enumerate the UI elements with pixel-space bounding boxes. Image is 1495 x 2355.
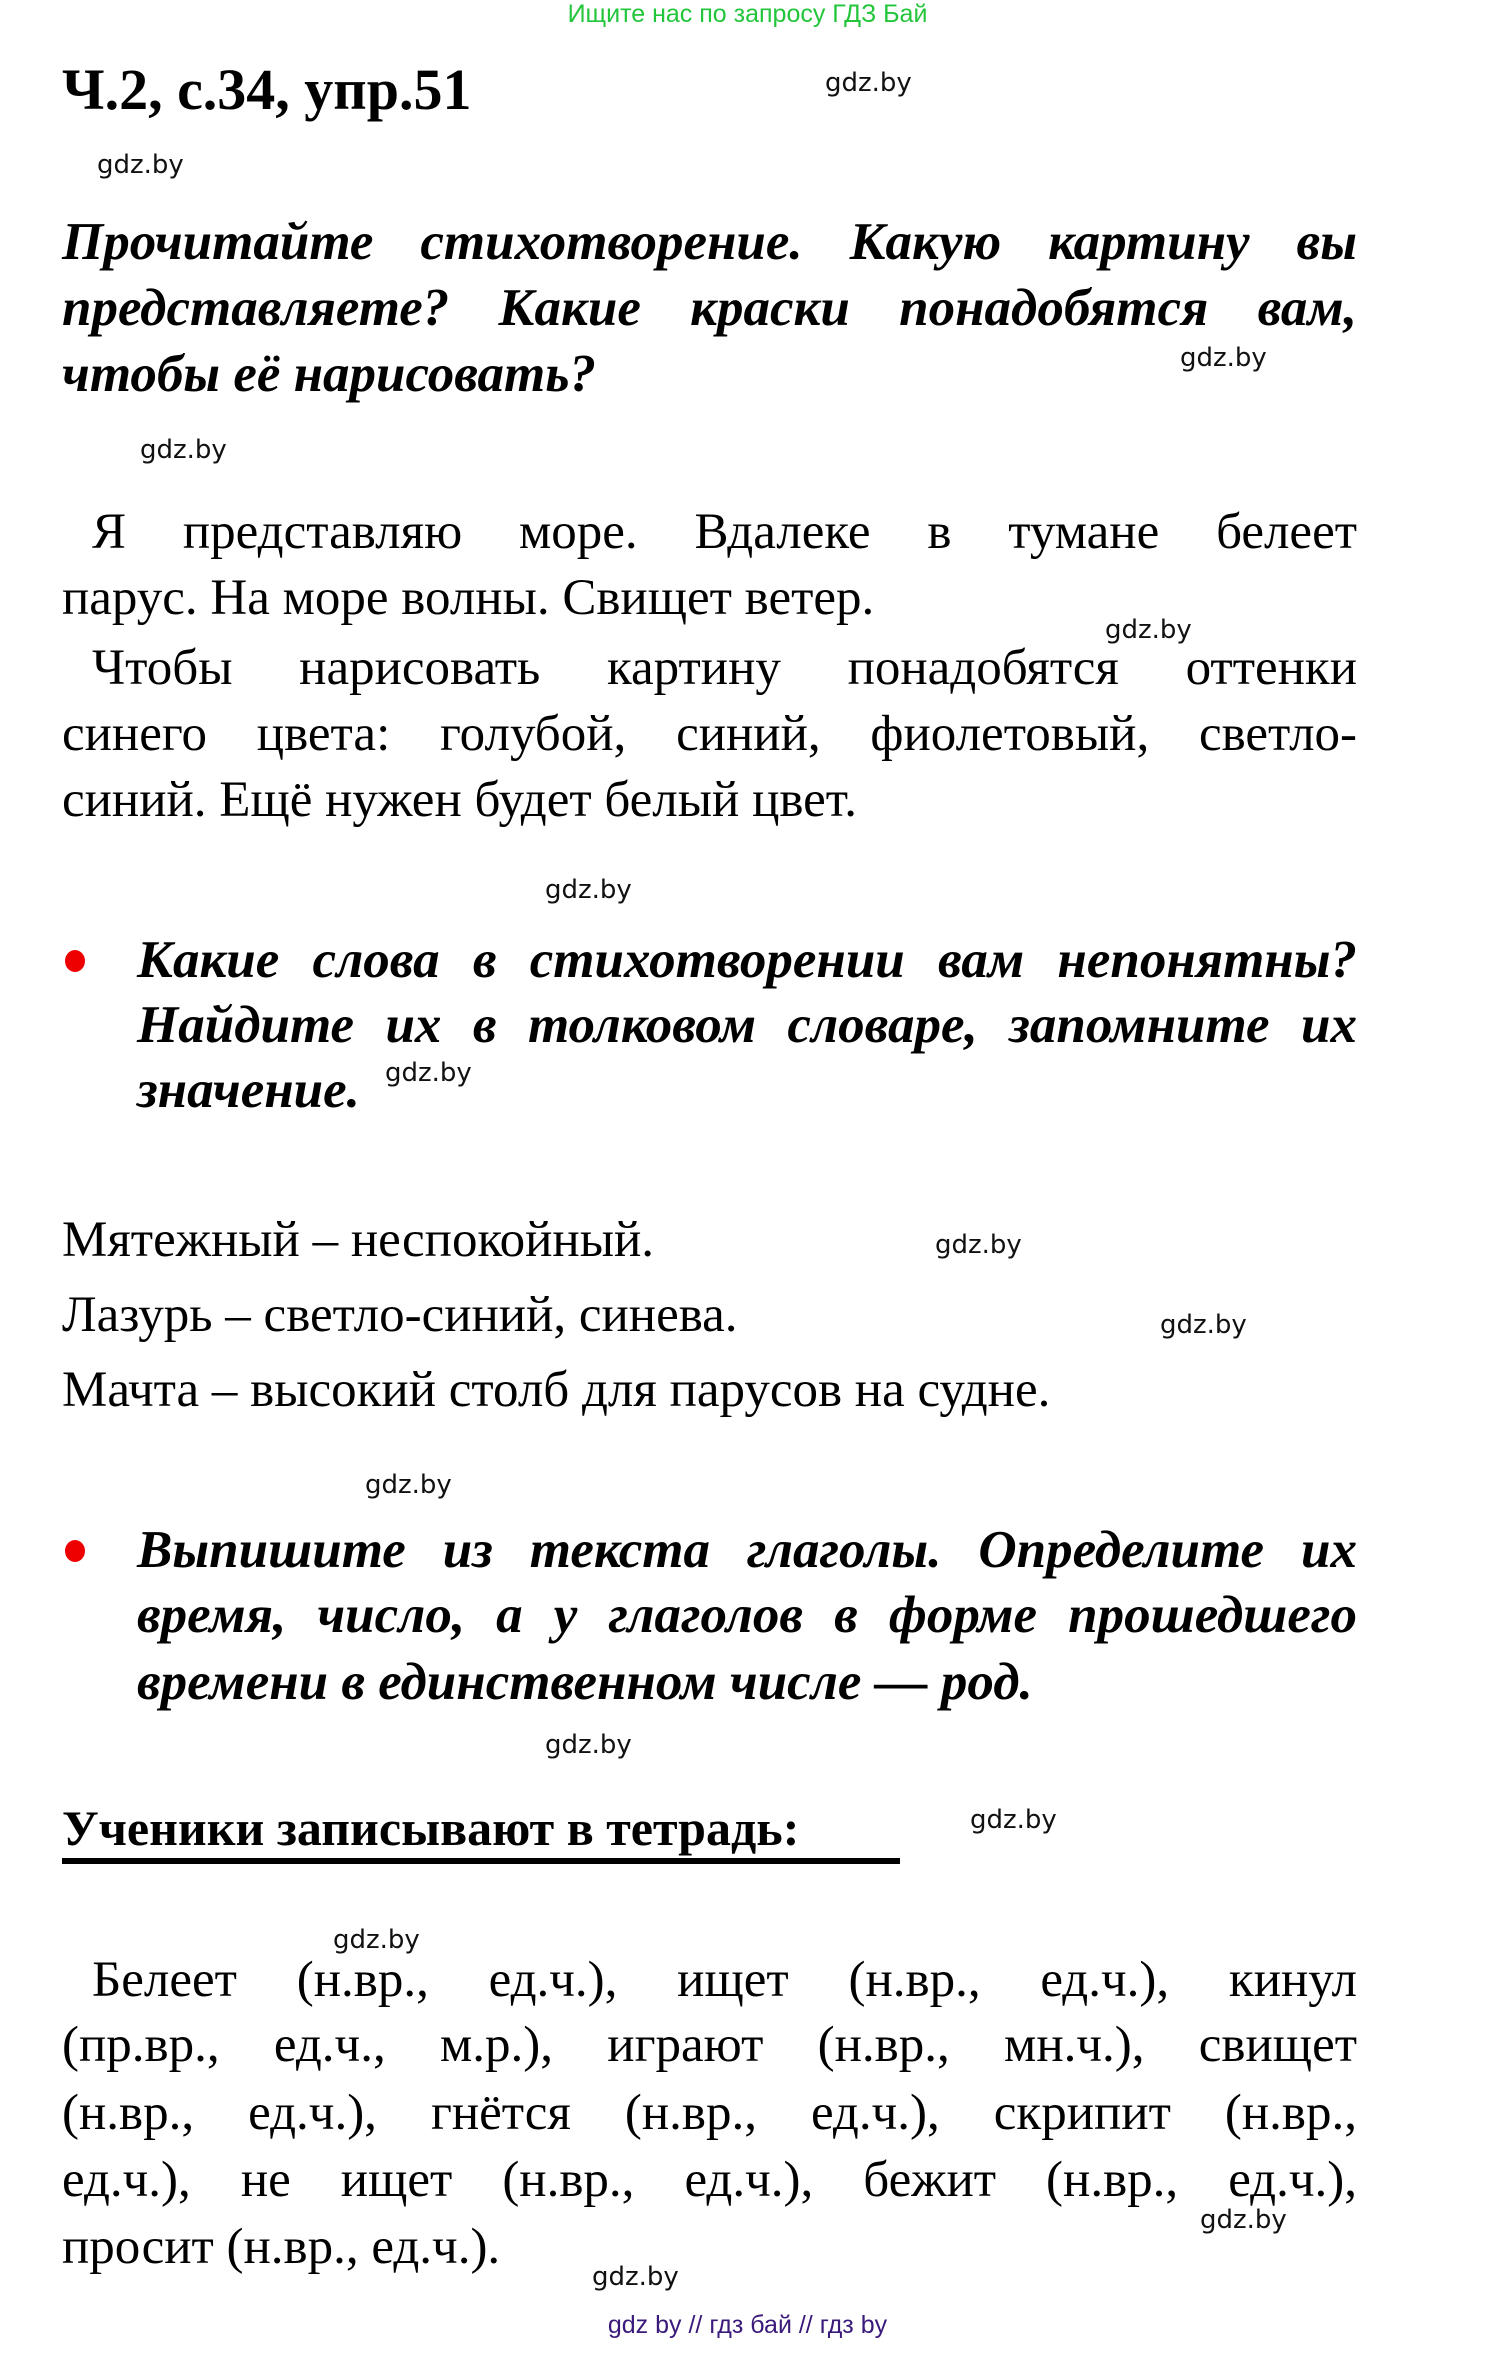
watermark: gdz.by — [825, 68, 912, 98]
watermark: gdz.by — [365, 1470, 452, 1500]
notebook-heading-colon: : — [782, 1800, 800, 1856]
question1-line-2: представляете? Какие краски понадобятся вам, — [62, 279, 1357, 337]
verbs-line-4: ед.ч.), не ищет (н.вр., ед.ч.), бежит (н.вр., ед.ч.), — [62, 2152, 1357, 2208]
question1-line-1: Прочитайте стихотворение. Какую картину вы — [62, 213, 1357, 271]
bullet-icon — [65, 1540, 85, 1562]
question3-line-1: Выпишите из текста глаголы. Определите их — [137, 1521, 1357, 1579]
notebook-heading — [62, 1800, 799, 1856]
answer1-p1-line-1: Я представляю море. Вдалеке в тумане белеет — [92, 504, 1357, 560]
definition-item: Мятежный – неспокойный. — [62, 1212, 655, 1268]
verbs-line-5: просит (н.вр., ед.ч.). — [62, 2219, 501, 2275]
answer1-p1-line-2: парус. На море волны. Свищет ветер. — [62, 570, 875, 626]
question2-line-3: значение. — [137, 1061, 360, 1119]
question3-line-3: времени в единственном числе — род. — [137, 1653, 1033, 1711]
answer1-p2-line-2: синего цвета: голубой, синий, фиолетовый, светло- — [62, 706, 1357, 762]
bullet-icon — [65, 950, 85, 972]
question3-line-2: время, число, а у глаголов в форме прошедшего — [137, 1586, 1357, 1644]
watermark: gdz.by — [970, 1805, 1057, 1835]
question1-line-3: чтобы её нарисовать? — [62, 345, 596, 403]
watermark: gdz.by — [140, 435, 227, 465]
question2-line-1: Какие слова в стихотворении вам непонятны? — [137, 931, 1357, 989]
notebook-heading-text: Ученики записывают в тетрадь — [62, 1800, 783, 1856]
definition-item: Мачта – высокий столб для парусов на судне. — [62, 1362, 1051, 1418]
watermark: gdz.by — [935, 1230, 1022, 1260]
watermark: gdz.by — [385, 1058, 472, 1088]
watermark: gdz.by — [333, 1925, 420, 1955]
definition-item: Лазурь – светло-синий, синева. — [62, 1287, 738, 1343]
answer1-p2-line-1: Чтобы нарисовать картину понадобятся оттенки — [92, 640, 1357, 696]
watermark: gdz.by — [97, 150, 184, 180]
page-title: Ч.2, с.34, упр.51 — [62, 57, 472, 122]
watermark: gdz.by — [1160, 1310, 1247, 1340]
watermark: gdz.by — [1180, 343, 1267, 373]
watermark: gdz.by — [1105, 615, 1192, 645]
watermark: gdz.by — [545, 1730, 632, 1760]
answer1-p2-line-3: синий. Ещё нужен будет белый цвет. — [62, 772, 857, 828]
heading-underline — [62, 1858, 900, 1864]
watermark: gdz.by — [592, 2262, 679, 2292]
watermark: gdz.by — [1200, 2205, 1287, 2235]
verbs-line-1: Белеет (н.вр., ед.ч.), ищет (н.вр., ед.ч.), кинул — [92, 1952, 1357, 2008]
verbs-line-2: (пр.вр., ед.ч., м.р.), играют (н.вр., мн.ч.), свищет — [62, 2017, 1357, 2073]
watermark: gdz.by — [545, 875, 632, 905]
top-banner-link[interactable]: Ищите нас по запросу ГДЗ Бай — [567, 0, 928, 28]
verbs-line-3: (н.вр., ед.ч.), гнётся (н.вр., ед.ч.), скрипит (н.вр., — [62, 2085, 1357, 2141]
footer-links[interactable]: gdz by // гдз бай // гдз by — [607, 2311, 888, 2339]
question2-line-2: Найдите их в толковом словаре, запомните их — [137, 996, 1357, 1054]
